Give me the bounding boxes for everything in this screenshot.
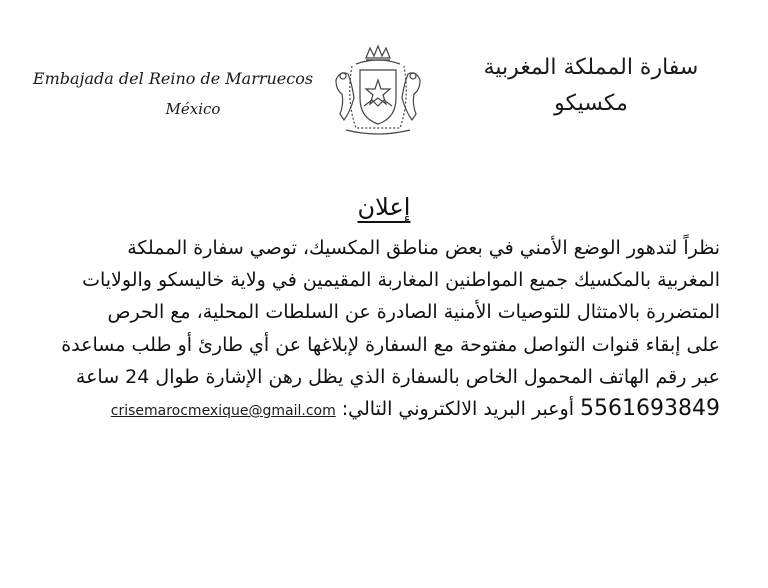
notice-title-text: إعلان [357,193,411,221]
notice-contact-line [48,393,720,427]
notice-line: المتضررة بالامتثال للتوصيات الأمنية الصادرة عن السلطات المحلية، مع الحرص [107,301,720,324]
notice-line: على إبقاء قنوات التواصل مفتوحة مع السفارة لإبلاغها عن أي طارئ أو طلب مساعدة [61,333,720,356]
notice-title [300,192,468,222]
notice-body [48,232,720,427]
notice-line: نظراً لتدهور الوضع الأمني في بعض مناطق المكسيك، توصي سفارة المملكة [127,237,720,259]
arabic-letterhead [446,50,736,122]
phone-number: 5561693849 [580,396,720,422]
email-label: أوعبر البريد الالكتروني التالي: [341,398,574,421]
email-link[interactable]: crisemarocmexique@gmail.com [110,403,336,420]
spanish-letterhead [28,64,318,124]
notice-line: المغربية بالمكسيك جميع المواطنين المغاربة المقيمين في ولاية خاليسكو والولايات [82,269,720,292]
spanish-city-name: México [165,100,221,118]
arabic-city-name: مكسيكو [554,91,628,116]
notice-line: عبر رقم الهاتف المحمول الخاص بالسفارة الذي يظل رهن الإشارة طوال 24 ساعة [75,365,720,388]
spanish-embassy-name: Embajada del Reino de Marruecos [32,69,314,88]
arabic-embassy-name: سفارة المملكة المغربية [483,55,699,80]
coat-of-arms-icon [326,40,430,136]
